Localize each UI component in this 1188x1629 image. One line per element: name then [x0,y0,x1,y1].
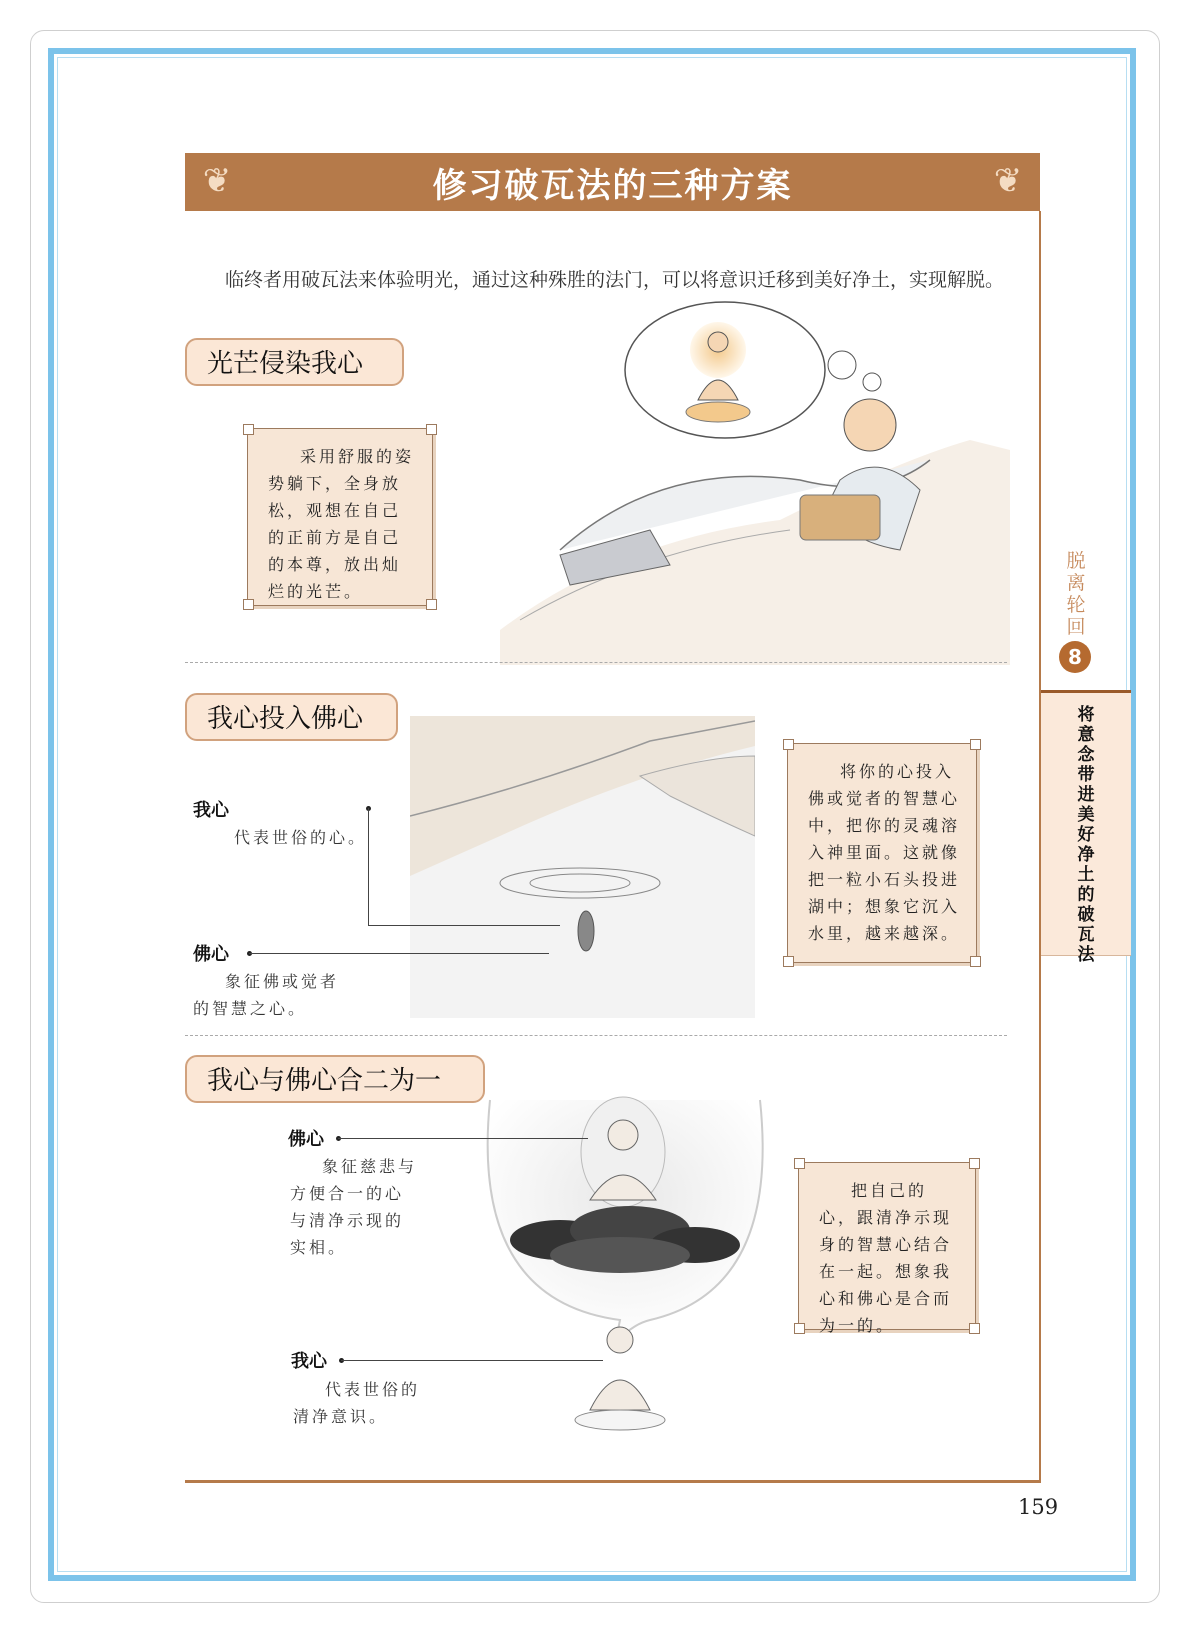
desc-my-mind: 代表世俗的心。 [234,828,368,847]
side-tab-label: 将意念带进美好净土的破瓦法 [1077,705,1095,965]
note-text-1: 采用舒服的姿势躺下，全身放松，观想在自己的正前方是自己的本尊，放出灿烂的光芒。 [268,447,415,601]
section-heading-2: 我心投入佛心 [185,693,398,741]
section-side-tab [1041,690,1131,965]
note-box-1 [247,428,433,606]
label-my-mind-2: 我心 [291,1351,327,1372]
scroll-ornament-icon: ❦ [202,161,232,201]
lake-stone-illustration [410,716,755,1018]
bottom-rule [185,1480,1041,1483]
note-text-3: 把自己的心，跟清净示现身的智慧心结合在一起。想象我心和佛心是合而为一的。 [819,1181,953,1335]
desc-buddha-mind-2: 象征慈悲与方便合一的心与清净示现的实相。 [290,1157,418,1257]
label-my-mind: 我心 [193,800,229,821]
union-buddha-illustration [470,1080,780,1460]
section-heading-1: 光芒侵染我心 [185,338,404,386]
label-buddha-mind: 佛心 [193,944,229,965]
note-box-3 [798,1162,976,1335]
page-title: 修习破瓦法的三种方案 [432,165,793,206]
title-bar [185,153,1040,211]
label-buddha-mind-2: 佛心 [288,1129,324,1150]
reclining-figure-illustration [500,300,1010,665]
section-divider [185,1035,1007,1036]
intro-paragraph: 临终者用破瓦法来体验明光，通过这种殊胜的法门，可以将意识迁移到美好净土，实现解脱。 [225,269,1005,291]
note-box-2 [787,743,977,963]
section-heading-3: 我心与佛心合二为一 [185,1055,485,1103]
desc-buddha-mind: 象征佛或觉者的智慧之心。 [193,972,340,1018]
scroll-ornament-icon: ❦ [993,161,1023,201]
note-text-2: 将你的心投入佛或觉者的智慧心中，把你的灵魂溶入神里面。这就像把一粒小石头投进湖中；想象它沉入水里，越来越深。 [808,762,961,943]
page-number: 159 [1018,1495,1059,1519]
chapter-title-vertical: 脱离轮回 [1066,550,1086,638]
desc-my-mind-2: 代表世俗的清净意识。 [293,1380,421,1426]
section-divider [185,662,1007,663]
chapter-number-badge: 8 [1059,641,1091,673]
